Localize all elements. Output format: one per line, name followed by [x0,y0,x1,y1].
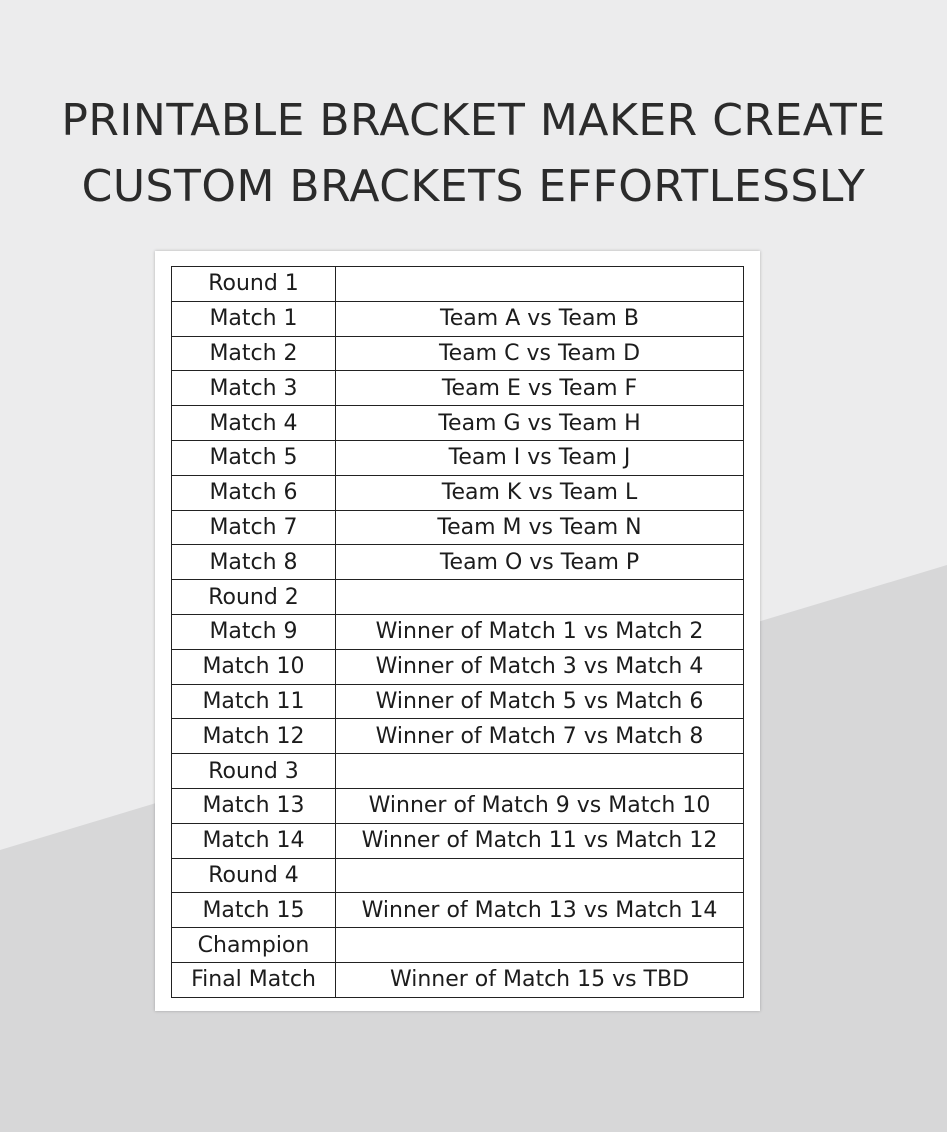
row-value-cell [336,580,744,615]
row-label-cell: Match 13 [172,788,336,823]
table-row [172,754,744,789]
table-row [172,962,744,997]
row-label-cell: Match 10 [172,649,336,684]
table-row [172,371,744,406]
table-row [172,475,744,510]
row-label-cell: Match 8 [172,545,336,580]
table-row [172,336,744,371]
table-row [172,719,744,754]
row-label-cell: Match 4 [172,406,336,441]
bracket-table [171,266,744,998]
table-row [172,614,744,649]
table-row [172,510,744,545]
row-value-cell: Team G vs Team H [336,406,744,441]
row-value-cell: Winner of Match 3 vs Match 4 [336,649,744,684]
row-label-cell: Match 11 [172,684,336,719]
row-label-cell: Match 3 [172,371,336,406]
table-row [172,440,744,475]
row-value-cell [336,754,744,789]
row-value-cell: Winner of Match 7 vs Match 8 [336,719,744,754]
row-value-cell: Winner of Match 5 vs Match 6 [336,684,744,719]
bracket-sheet [155,251,760,1011]
table-row [172,684,744,719]
row-value-cell: Team M vs Team N [336,510,744,545]
table-row [172,823,744,858]
table-row [172,267,744,302]
table-row [172,788,744,823]
row-label-cell: Match 1 [172,301,336,336]
table-row [172,301,744,336]
row-value-cell: Team O vs Team P [336,545,744,580]
row-value-cell [336,267,744,302]
table-row [172,649,744,684]
table-row [172,580,744,615]
page-title [0,88,947,220]
row-label-cell: Round 2 [172,580,336,615]
row-label-cell: Match 9 [172,614,336,649]
title-line-1: PRINTABLE BRACKET MAKER CREATE [61,95,886,146]
row-value-cell [336,858,744,893]
row-value-cell: Team I vs Team J [336,440,744,475]
row-label-cell: Match 7 [172,510,336,545]
table-row [172,858,744,893]
bracket-table-body [172,267,744,998]
row-label-cell: Match 15 [172,893,336,928]
row-label-cell: Match 2 [172,336,336,371]
row-value-cell: Winner of Match 15 vs TBD [336,962,744,997]
row-value-cell: Team K vs Team L [336,475,744,510]
table-row [172,545,744,580]
row-value-cell: Winner of Match 13 vs Match 14 [336,893,744,928]
row-label-cell: Match 5 [172,440,336,475]
row-value-cell [336,928,744,963]
row-value-cell: Winner of Match 9 vs Match 10 [336,788,744,823]
row-label-cell: Final Match [172,962,336,997]
row-value-cell: Team E vs Team F [336,371,744,406]
row-value-cell: Winner of Match 11 vs Match 12 [336,823,744,858]
row-label-cell: Champion [172,928,336,963]
table-row [172,928,744,963]
row-label-cell: Round 3 [172,754,336,789]
row-value-cell: Team A vs Team B [336,301,744,336]
row-value-cell: Team C vs Team D [336,336,744,371]
title-line-2: CUSTOM BRACKETS EFFORTLESSLY [81,161,866,212]
row-label-cell: Round 1 [172,267,336,302]
row-label-cell: Round 4 [172,858,336,893]
row-label-cell: Match 14 [172,823,336,858]
row-value-cell: Winner of Match 1 vs Match 2 [336,614,744,649]
row-label-cell: Match 6 [172,475,336,510]
row-label-cell: Match 12 [172,719,336,754]
table-row [172,406,744,441]
table-row [172,893,744,928]
